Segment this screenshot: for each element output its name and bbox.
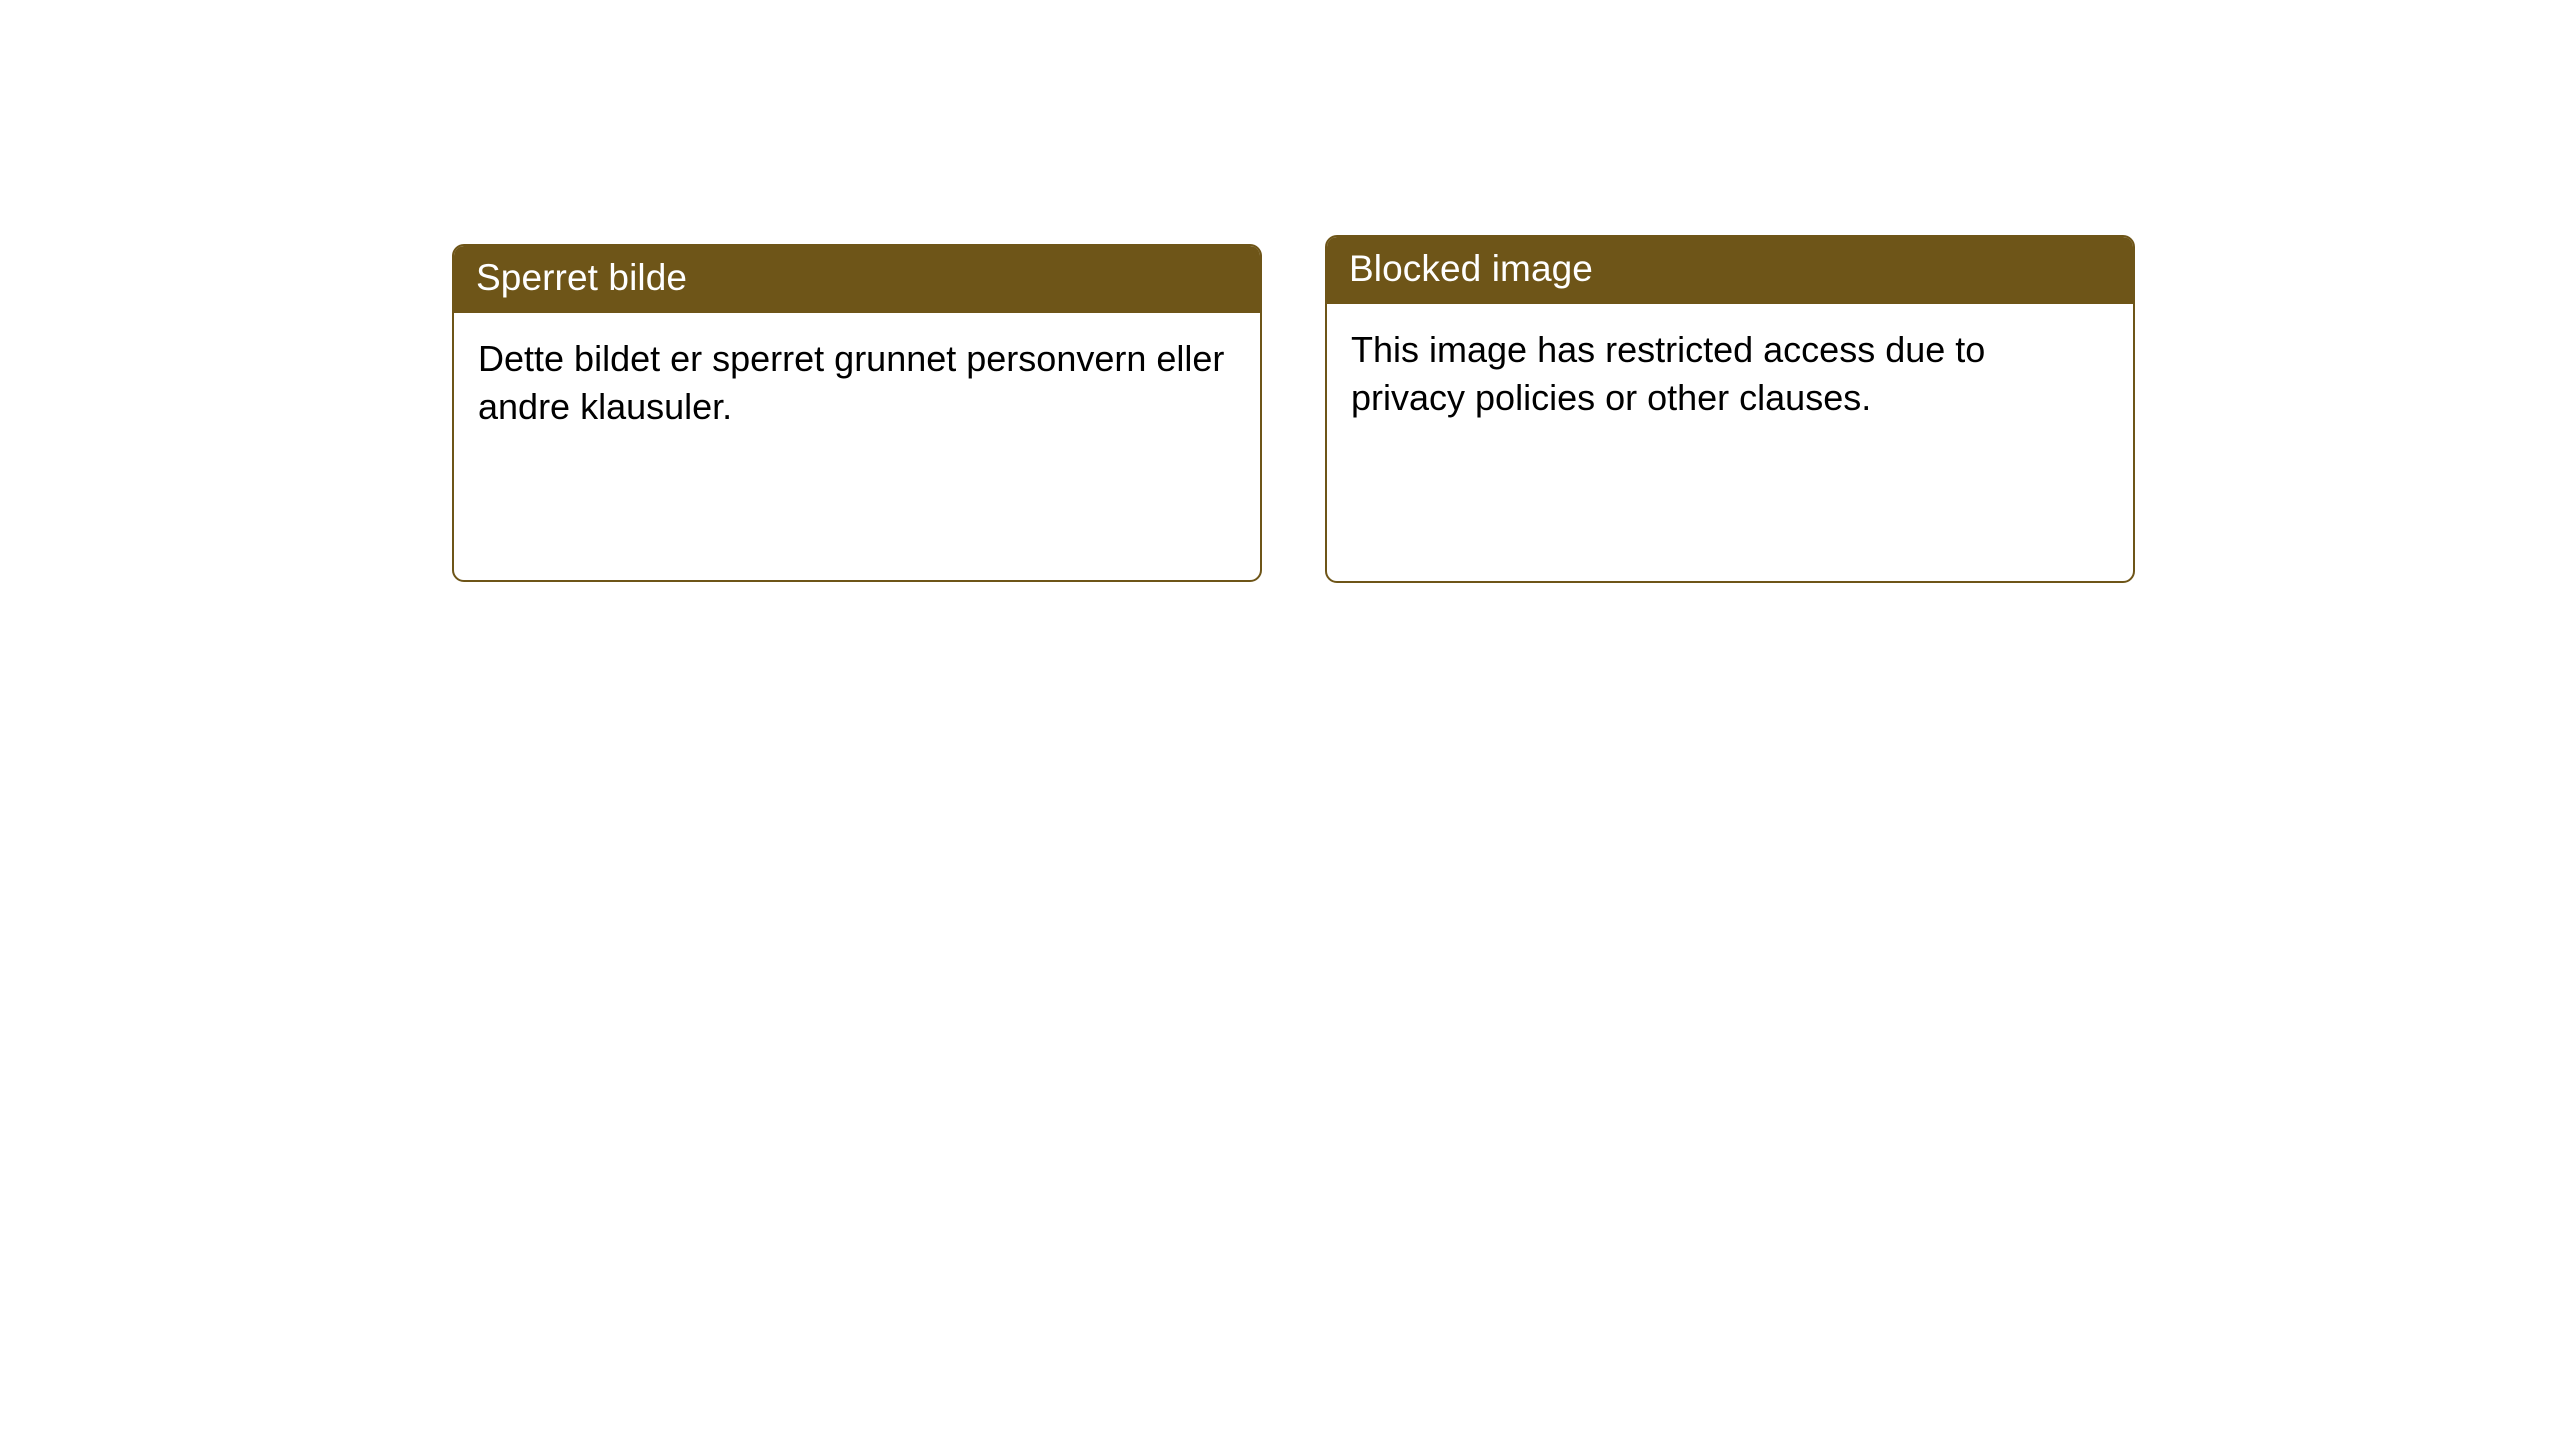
blocked-image-notice-no-title: Sperret bilde	[454, 246, 1260, 313]
blocked-image-notice-no-body	[454, 313, 1260, 431]
blocked-image-notice-no	[452, 244, 1262, 582]
blocked-image-notice-en-message: This image has restricted access due to privacy policies or other clauses.	[1351, 328, 1986, 418]
blocked-image-notice-no-message: Dette bildet er sperret grunnet personvern eller andre klausuler.	[478, 337, 1225, 427]
blocked-image-notice-en-title: Blocked image	[1327, 237, 2133, 304]
blocked-image-notice-en-body	[1327, 304, 2133, 422]
blocked-image-notice-en	[1325, 235, 2135, 583]
